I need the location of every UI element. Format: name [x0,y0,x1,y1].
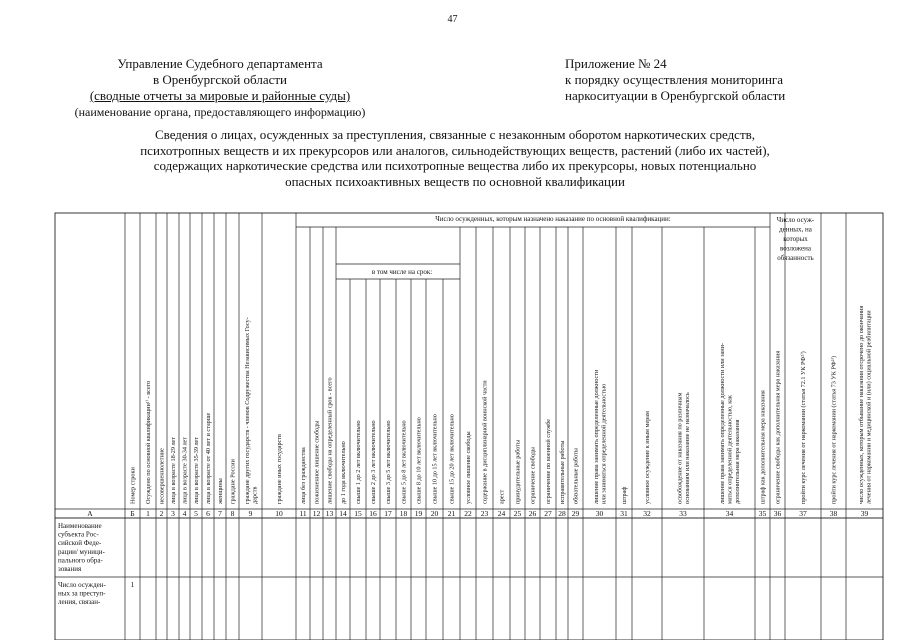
column-header-text: ограничение по военной службе [545,418,552,504]
page-number: 47 [447,14,458,25]
column-number: 5 [194,509,198,518]
column-header-text: пройти курс лечения от наркомании (статья 72.1 УК РФ²⁾) [800,351,807,504]
column-number: 29 [571,509,580,518]
group-header: Число осужденных, которым назначено наказание по основной квалификации: [435,215,671,223]
column-header-text: арест [498,489,506,504]
column-number: 25 [513,509,522,518]
column-header-text: лица в возрасте 35-39 лет [193,437,200,504]
title-line-1: Сведения о лицах, осужденных за преступления, связанные с незаконным оборотом наркотических средств, [154,127,756,142]
appendix-subtitle-1: к порядку осуществления мониторинга [565,72,784,87]
column-header-text: основаниям или наказание не назначалось [683,392,691,504]
column-number: 10 [275,509,283,518]
column-number: 13 [325,509,334,518]
column-header-text: несовершеннолетние [158,448,166,504]
column-number: 23 [480,509,489,518]
column-header-text: граждане иных государств [276,434,283,504]
column-number: 22 [464,509,472,518]
column-number: 35 [758,509,767,518]
column-header-text: свыше 15 до 20 лет включительно [448,414,456,504]
column-number: 38 [829,509,838,518]
column-number: 8 [230,509,235,518]
title-line-2: психотропных веществ и их прекурсоров или аналогов, сильнодействующих веществ, растений (либо их частей), [140,142,770,158]
column-number: 30 [595,509,604,518]
title-line-4: опасных психоактивных веществ по основной квалификации [285,173,625,189]
column-number: А [87,509,93,518]
org-name: Управление Судебного департамента [117,56,323,71]
column-header-text: ограничение свободы как дополнительная мера наказания [774,350,782,504]
column-header-text: граждане России [229,459,237,504]
column-header-text: свыше 3 до 5 лет включительно [385,420,392,504]
subgroup-header: в том числе на срок: [371,268,433,276]
column-header-text: штраф [621,486,628,504]
column-number: 2 [159,509,164,518]
column-header-text: лица в возрасте от 40 лет и старше [205,412,212,504]
column-number: 26 [528,509,537,518]
column-header-text: число осужденных, которым отбывание наказания отсрочено до окончания [857,305,865,504]
column-number: 32 [643,509,651,518]
row-label: сийской Феде- [58,539,102,548]
column-header-text: пройти курс лечения от наркомании (статья 73 УК РФ²⁾) [830,355,838,504]
right-group-header: которых [783,235,808,243]
row-label: зования [58,565,82,573]
column-header-text: дополнительная мера наказания [734,419,741,504]
column-header-text: лица в возрасте 30-34 лет [181,437,189,504]
right-group-header: Число осуж- [776,216,815,224]
column-header-text: лишение права занимать определенные должности или зани- [719,343,726,504]
column-number: 11 [299,509,307,518]
right-group-header: возложена [779,244,812,253]
column-number: 1 [146,509,150,518]
column-number: 12 [312,509,321,518]
column-header-text: ограничение свободы [529,447,537,504]
column-number: 34 [725,509,734,518]
column-number: 24 [497,509,506,518]
column-number: 20 [430,509,439,518]
column-number: 18 [399,509,408,518]
column-header-text: до 1 года включительно [340,441,347,504]
column-header-text: свыше 2 до 3 лет включительно [370,420,377,504]
column-header-text: лечения от наркомании и медицинской и (или) социальной реабилитации [865,310,873,504]
org-caption: (наименование органа, предоставляющего информацию) [74,105,366,119]
column-header-text: условное лишение свободы [465,431,472,504]
column-number: 19 [414,509,423,518]
column-number: 4 [182,509,187,518]
title-line-3: содержащих наркотические средства или психотропные вещества либо их прекурсоры, новых потенциально [153,158,757,173]
column-header-text: дарств [251,486,259,504]
column-number: 36 [773,509,782,518]
column-header-text: женщины [217,478,224,504]
appendix-subtitle-2: наркоситуации в Оренбургской области [565,88,786,103]
column-number: 28 [558,509,566,518]
column-header-text: свыше 1 до 2 лет включительно [355,420,362,504]
column-header-text: содержание в дисциплинарной воинской части [481,380,489,504]
column-header-text: Осуждено по основной квалификации¹⁾ - всего [145,380,152,504]
column-header-text: лишение свободы на определенный срок - всего [326,377,334,504]
column-header-text: лица в возрасте 18-29 лет [170,437,177,504]
column-header-text: штраф как дополнительная мера наказания [759,390,767,504]
column-header-text: Номер строки [129,467,137,504]
column-number: 39 [860,509,869,518]
row-label: рации/ муници- [58,547,105,556]
org-region: в Оренбургской области [152,72,288,87]
row-label: Наименование [58,522,102,530]
column-number: 15 [354,509,362,518]
column-number: 3 [171,509,175,518]
column-number: 27 [544,509,552,518]
column-number: 31 [620,509,628,518]
column-header-text: маться определенной деятельностью, как [726,395,734,504]
org-report-type: (сводные отчеты за мировые и районные суды) [89,88,351,103]
right-group-header: обязанность [777,254,814,262]
column-header-text: лица без гражданства [300,447,307,504]
column-header-text: обязательные работы [572,448,580,504]
row-label: Число осужден- [58,581,106,589]
column-header-text: освобождение от наказания по различным [676,392,684,504]
column-number: 37 [799,509,807,518]
column-header-text: свыше 5 до 8 лет включительно [400,420,408,504]
column-number: Б [130,509,135,518]
column-number: 17 [384,509,392,518]
column-header-text: условное осуждение к иным мерам [644,411,651,504]
column-header-text: лишение права занимать определенные должности [592,369,600,504]
column-header-text: исправительные работы [559,440,566,504]
column-header-text: граждане других государств - членов Содружества Независимых Госу- [243,317,251,504]
row-number: 1 [130,580,135,589]
row-label: ления, связан- [58,598,101,607]
column-number: 9 [248,509,253,518]
column-header-text: пожизненное лишение свободы [313,420,321,504]
row-label: субъекта Рос- [58,530,99,539]
column-header-text: свыше 10 до 15 лет включительно [431,414,439,504]
row-label: ных за преступ- [58,589,106,598]
column-header-text: свыше 8 до 10 лет включительно [415,417,423,504]
column-number: 16 [369,509,377,518]
column-number: 33 [679,509,687,518]
column-header-text: или заниматься определенной деятельностью [600,383,608,504]
row-label: пального обра- [58,556,103,565]
column-number: 6 [206,509,210,518]
appendix-number: Приложение № 24 [565,56,667,71]
column-header-text: принудительные работы [514,439,522,504]
column-number: 21 [447,509,456,518]
column-number: 14 [339,509,347,518]
right-group-header: денных, на [779,225,812,234]
column-number: 7 [218,509,222,518]
